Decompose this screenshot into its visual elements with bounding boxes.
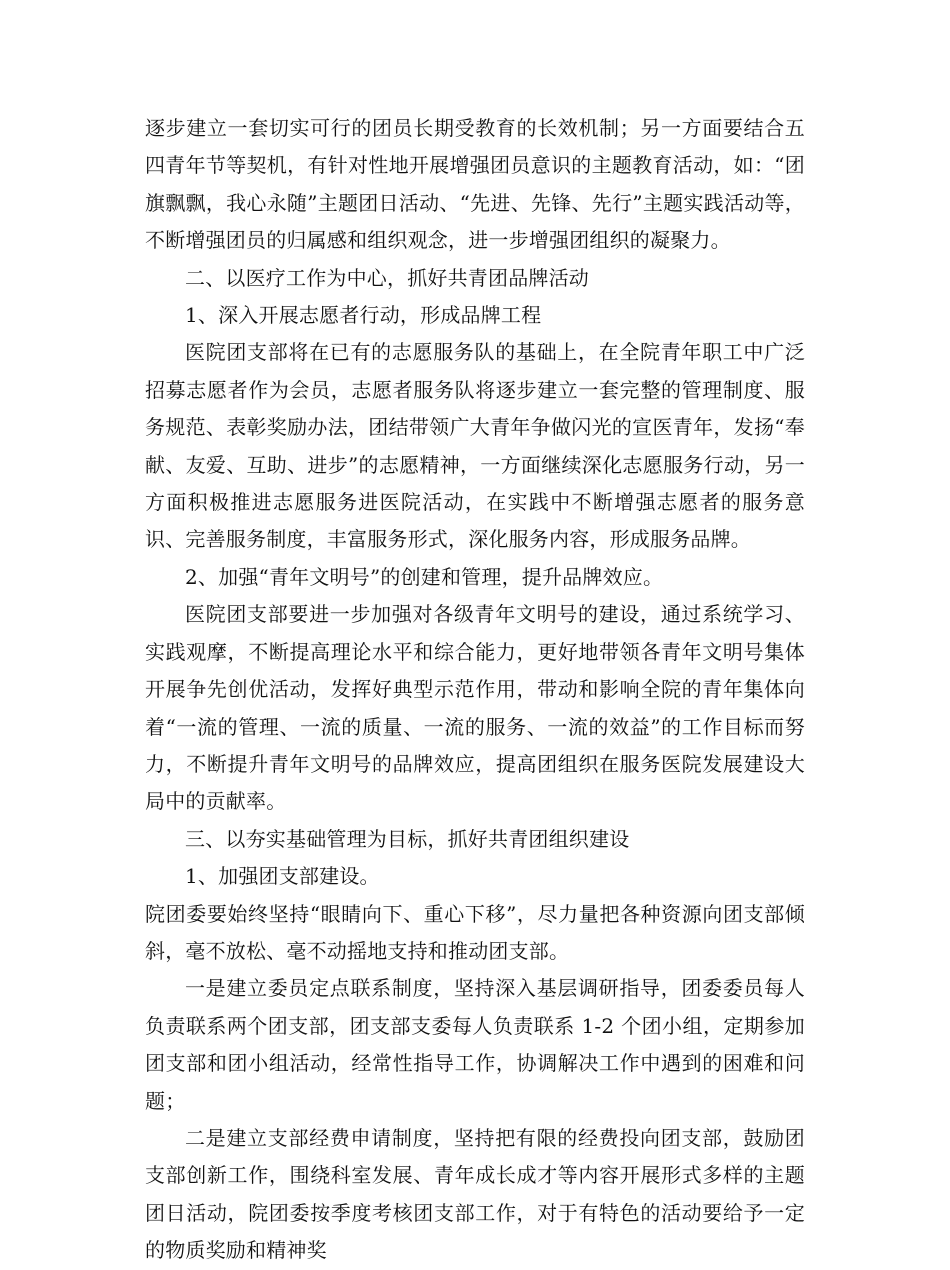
- paragraph-volunteer: 医院团支部将在已有的志愿服务队的基础上，在全院青年职工中广泛招募志愿者作为会员，志愿者服务队将逐步建立一套完整的管理制度、服务规范、表彰奖励办法，团结带领广大青年争做闪光的宣医青年，发扬“奉献、友爱、互助、进步”的志愿精神，一方面继续深化志愿服务行动，另一方面积极推进志愿服务进医院活动，在实践中不断增强志愿者的服务意识、完善服务制度，丰富服务形式，深化服务内容，形成服务品牌。: [145, 340, 805, 552]
- paragraph-point-two: 二是建立支部经费申请制度，坚持把有限的经费投向团支部，鼓励团支部创新工作，围绕科室发展、青年成长成才等内容开展形式多样的主题团日活动，院团委按季度考核团支部工作，对于有特色的活动要给予一定的物质奖励和精神奖: [145, 1125, 805, 1263]
- subheading-3-1: 1、加强团支部建设。: [185, 864, 380, 889]
- document-body: [145, 110, 805, 1270]
- subheading-2-2: 2、加强“青年文明号”的创建和管理，提升品牌效应。: [185, 564, 664, 589]
- section-heading-3: 三、以夯实基础管理为目标，抓好共青团组织建设: [185, 826, 630, 851]
- section-heading-2: 二、以医疗工作为中心，抓好共青团品牌活动: [185, 265, 589, 290]
- subheading-2-1: 1、深入开展志愿者行动，形成品牌工程: [185, 303, 542, 328]
- paragraph-continuation: 逐步建立一套切实可行的团员长期受教育的长效机制；另一方面要结合五四青年节等契机，有针对性地开展增强团员意识的主题教育活动，如：“团旗飘飘，我心永随”主题团日活动、“先进、先锋、先行”主题实践活动等，不断增强团员的归属感和组织观念，进一步增强团组织的凝聚力。: [145, 116, 805, 253]
- paragraph-youth-civilization: 医院团支部要进一步加强对各级青年文明号的建设，通过系统学习、实践观摩，不断提高理论水平和综合能力，更好地带领各青年文明号集体开展争先创优活动，发挥好典型示范作用，带动和影响全院的青年集体向着“一流的管理、一流的质量、一流的服务、一流的效益”的工作目标而努力，不断提升青年文明号的品牌效应，提高团组织在服务医院发展建设大局中的贡献率。: [145, 602, 805, 814]
- paragraph-point-one: 一是建立委员定点联系制度，坚持深入基层调研指导，团委委员每人负责联系两个团支部，团支部支委每人负责联系 1-2 个团小组，定期参加团支部和团小组活动，经常性指导工作，协调解决工作中遇到的困难和问题；: [145, 976, 805, 1113]
- paragraph-branch-building: 院团委要始终坚持“眼睛向下、重心下移”，尽力量把各种资源向团支部倾斜，毫不放松、毫不动摇地支持和推动团支部。: [145, 901, 805, 963]
